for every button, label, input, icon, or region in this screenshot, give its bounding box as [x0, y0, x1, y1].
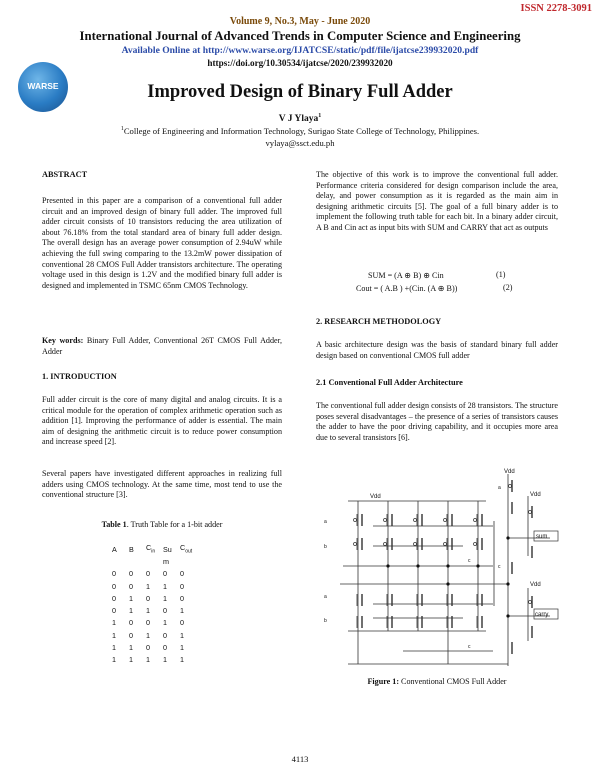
table-row: 1 0 0 1 0: [112, 618, 184, 628]
affiliation-text: College of Engineering and Information Technology, Surigao State College of Technology, Philippines.: [123, 126, 480, 136]
table-caption-text: . Truth Table for a 1-bit adder: [126, 520, 223, 529]
table-row: 1 1 0 0 1: [112, 643, 184, 653]
author-email[interactable]: vylaya@ssct.edu.ph: [265, 138, 335, 148]
equation-1: SUM = (A ⊕ B) ⊕ Cin: [368, 271, 444, 280]
warse-logo-text: WARSE: [27, 81, 59, 91]
page-number: 4113: [291, 754, 309, 764]
figure-caption: [316, 677, 558, 686]
vdd-label-left: Vdd: [370, 494, 381, 500]
author: [0, 113, 600, 124]
methodology-text: A basic architecture design was the basis of standard binary full adder design based on conventional CMOS full adder: [316, 340, 558, 360]
keywords-text: Binary Full Adder, Conventional 26T CMOS Full Adder, Adder: [42, 336, 283, 356]
doi-link[interactable]: https://doi.org/10.30534/ijatcse/2020/239932020: [207, 58, 393, 68]
table-row: 1 0 1 0 1: [112, 630, 184, 640]
figure-caption-text: Conventional CMOS Full Adder: [399, 677, 507, 686]
author-sup: 1: [318, 113, 322, 119]
vdd-label-sum: Vdd: [530, 492, 541, 498]
keywords-label: Key words:: [42, 336, 84, 345]
table-row: 0 1 0 1 0: [112, 593, 184, 603]
architecture-heading: 2.1 Conventional Full Adder Architecture: [316, 378, 463, 387]
objective-paragraph: The objective of this work is to improve the conventional full adder. Performance criteria considered for design comparison include the area, delay, and power consumption as it is regarded as the main aim in designing arithmetic circuits [5]. The goal of a full binary adder is to implement the following truth table for each bit. In a binary adder circuit, A B and Cin act as input bits with SUM and CARRY that act as outputs: [316, 170, 558, 232]
input-c-label: c: [468, 558, 471, 564]
table-caption: [42, 520, 282, 529]
carry-output-label: carry: [535, 612, 549, 618]
equation-1-number: (1): [496, 270, 506, 279]
input-c-label-lower: c: [468, 644, 471, 650]
architecture-text: The conventional full adder design consists of 28 transistors. The structure poses several disadvantages – the presence of a series of transistors causes the adder to have the poor driving capability, and it occupies more area due to several transistors [6].: [316, 401, 558, 442]
table-caption-label: Table 1: [101, 520, 127, 529]
vdd-label-top: Vdd: [504, 469, 515, 475]
journal-title: International Journal of Advanced Trends in Computer Science and Engineering: [79, 29, 521, 43]
issn: ISSN 2278-3091: [520, 3, 592, 14]
equation-2-number: (2): [503, 283, 513, 292]
paper-title: Improved Design of Binary Full Adder: [147, 82, 453, 102]
vdd-label-carry: Vdd: [530, 582, 541, 588]
intro-paragraph-1: Full adder circuit is the core of many digital and analog circuits. It is a critical module for the operation of complex arithmetic operation such as addition [1]. Improving the performance of adder is essential. The main aim of designing the arithmetic circuit is to reduce power consumption and increase speed [2].: [42, 395, 282, 447]
header-sum-wrap: m: [163, 556, 169, 566]
input-a-label: a: [324, 519, 327, 525]
table-row: 0 1 1 0 1: [112, 606, 184, 616]
affiliation-sup: 1: [120, 126, 124, 133]
abstract-text: Presented in this paper are a comparison of a conventional full adder circuit and an improved design of binary full adder. The improved full adder circuit consists of 10 transistors reducing the area utilization of about 76.18% from the total standard area of binary full adder design. The overall design has an average power consumption of 2.94uW while achieving the full swing comparing to the 13.2mW power dissipation of conventional 28 CMOS Full Adder transistors architecture. The operating voltage used in this design is 1.2V and the modified binary full adder is designed and implemented in TSMC 65nm CMOS Technology.: [42, 196, 282, 290]
gate-c-label-sum: c: [498, 564, 501, 570]
table-row: 1 1 1 1 1: [112, 655, 184, 665]
truth-table: [112, 543, 197, 666]
cmos-full-adder-schematic: [318, 466, 560, 671]
intro-paragraph-2: Several papers have investigated different approaches in realizing full adders using CMOS technology. At the same time, most tend to use the conventional structure [3].: [42, 469, 282, 500]
methodology-heading: 2. RESEARCH METHODOLOGY: [316, 317, 442, 326]
header-sum: Su: [163, 544, 172, 554]
table-row: 0 0 1 1 0: [112, 581, 184, 591]
header-a: A: [112, 544, 117, 554]
truth-table-header: [112, 543, 197, 555]
header-cout: $C_{out}$: [180, 543, 193, 555]
equation-2: Cout = ( A.B ) +(Cin. (A ⊕ B)): [356, 284, 458, 293]
abstract-heading: ABSTRACT: [42, 170, 88, 179]
truth-table-header-wrap: [112, 555, 197, 567]
available-online-link[interactable]: Available Online at http://www.warse.org/IJATCSE/static/pdf/file/ijatcse239932020.pdf: [121, 45, 479, 56]
gate-a-label-top: a: [498, 485, 501, 491]
keywords: [42, 336, 282, 357]
table-row: 0 0 0 0 0: [112, 569, 184, 579]
input-a-label-lower: a: [324, 594, 327, 600]
affiliation: [0, 126, 600, 136]
header-cin: $C_{in}$: [146, 543, 156, 555]
sum-output-label: sum: [536, 534, 548, 540]
author-name: V J Ylaya: [278, 114, 319, 125]
intro-heading: 1. INTRODUCTION: [42, 372, 117, 381]
input-b-label-lower: b: [324, 618, 327, 624]
figure-caption-label: Figure 1:: [367, 677, 400, 686]
volume-info: Volume 9, No.3, May - June 2020: [229, 16, 371, 27]
input-b-label: b: [324, 544, 327, 550]
header-b: B: [129, 544, 134, 554]
